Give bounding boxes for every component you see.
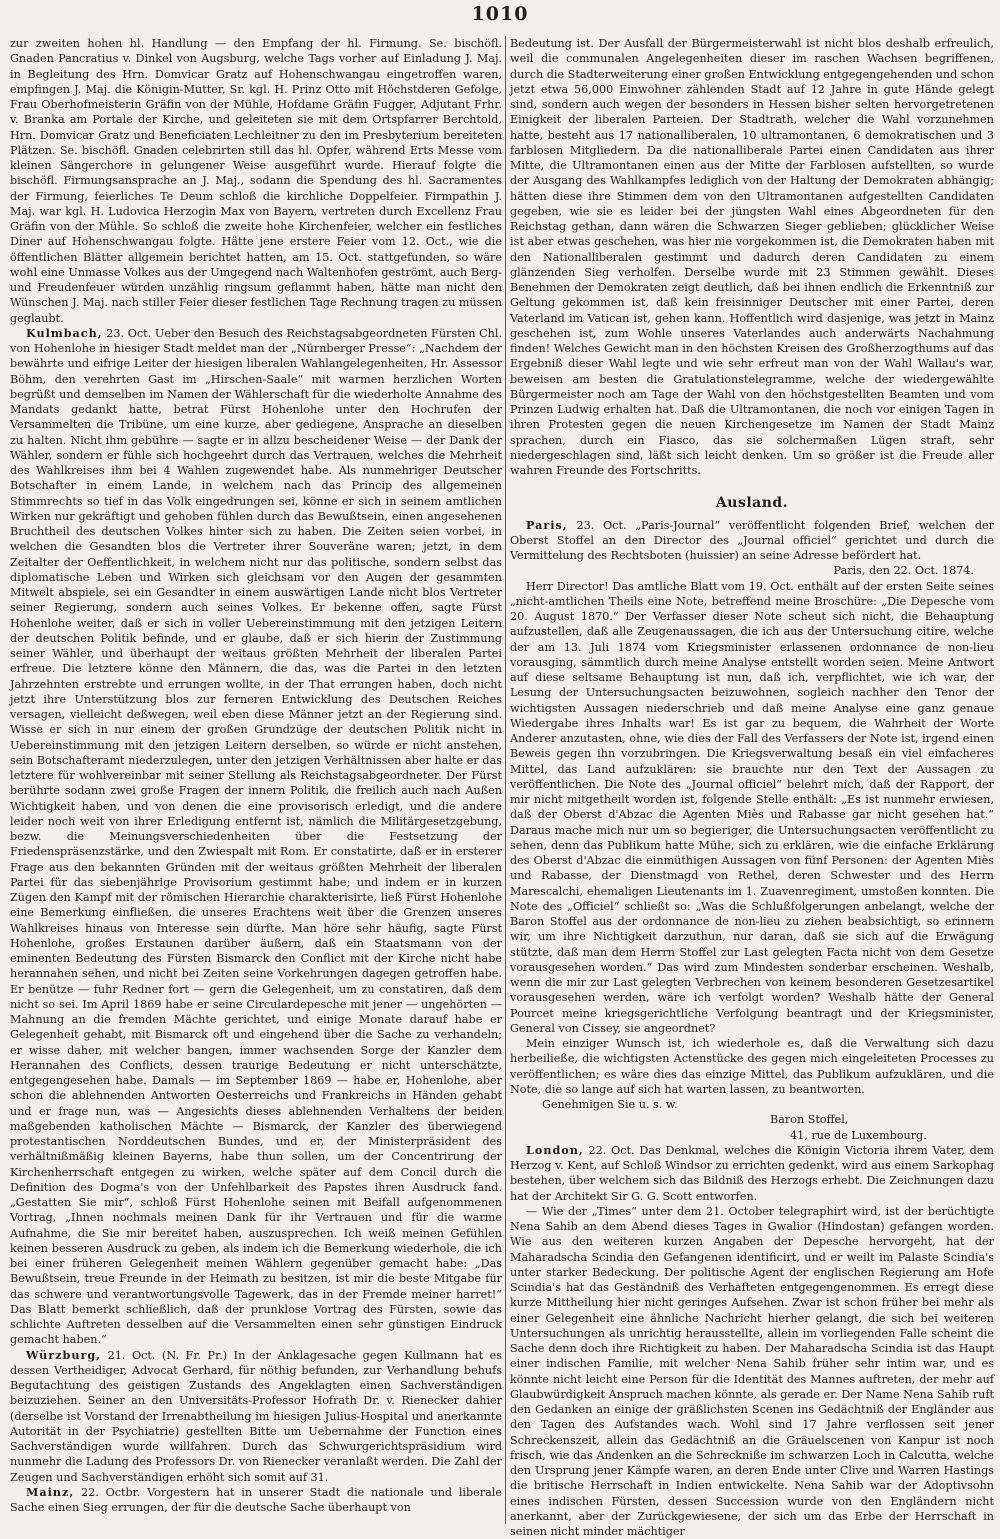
article-paris-body: 23. Oct. „Paris-Journal“ veröffentlicht folgenden Brief, welchen der Oberst Stoffel an den Director des „Journal officiel“ gerichtet und durch die Vermittelung des Rechtsboten (huissier) an seine Adresse befördert hat. <box>510 518 995 562</box>
letter-address: 41, rue de Luxembourg. <box>790 1128 927 1142</box>
letter-signature: Baron Stoffel, <box>770 1113 849 1127</box>
article-firmung-continued: zur zweiten hohen hl. Handlung — den Empfang der hl. Firmung. Se. bischöfl. Gnaden Pancratius v. Dinkel von Augsburg, welche Tags vorher auf Einladung J. Maj. in Begleitung des Hrn. Domvicar Gratz auf Hohenschwangau eingetroffen waren, empfingen J. Maj. die Königin-Mutter, Sr. kgl. H. Prinz Otto mit Höchstderen Gefolge, Frau Oberhofmeisterin Gräfin von der Mühle, Hofdame Gräfin Fugger, Adjutant Frhr. v. Branka am Portale der Kirche, und geleiteten sie mit dem Ortspfarrer Berchtold, Hrn. Domvicar Gratz und Beneficiaten Lechleitner zu den im Presbyterium bereiteten Plätzen. Se. bischöfl. Gnaden celebrirten still das hl. Opfer, während Erts Messe vom kleinen Sängerchore in gelungener Weise ausgeführt wurde. Hierauf folgte die bischöfl. Firmungsansprache an J. Maj., sodann die Spendung des hl. Sacramentes der Firmung, feierliches Te Deum schloß die kirchliche Doppelfeier. Firmpathin J. Maj. war kgl. H. Ludovica Herzogin Max von Bayern, vertreten durch Excellenz Frau Gräfin von der Mühle. So schloß die zweite hohe Kirchenfeier, welcher ein festliches Diner auf Hohenschwangau folgte. Hätte jene erstere Feier vom 12. Oct., wie die öffentlichen Blätter allgemein berichtet hatten, am 15. Oct. stattgefunden, so wäre wohl eine Unmasse Volkes aus der Umgegend nach Waltenhofen geströmt, auch Berg- und Freudenfeuer würden unzählig ringsum geflammt haben, hätte man nicht den Wünschen J. Maj. nach stiller Feier dieser festlichen Tage Rechnung tragen zu müssen geglaubt. <box>10 37 502 325</box>
article-wuerzburg <box>10 1348 502 1485</box>
article-paris <box>510 518 994 564</box>
left-column <box>10 36 502 1524</box>
dateline-kulmbach: Kulmbach, <box>26 325 103 340</box>
section-heading-ausland: Ausland. <box>715 495 789 512</box>
dateline-mainz: Mainz, <box>26 1484 75 1499</box>
letter-closing-paragraph: Mein einziger Wunsch ist, ich wiederhole es, daß die Verwaltung sich dazu herbeiließe, die wichtigsten Actenstücke des gegen mich eingeleiteten Processes zu veröffentlichen; es wäre dies das einzige Mittel, das Publikum aufzuklären, und die Note, die so lange auf sich hat warten lassen, zu beantworten. <box>510 1037 994 1096</box>
letter-body: Herr Director! Das amtliche Blatt vom 19. Oct. enthält auf der ersten Seite seines „nicht-amtlichen Theils eine Note, betreffend meine Broschüre: „Die Depesche vom 20. August 1870.“ Der Verfasser dieser Note scheut sich nicht, die Behauptung aufzustellen, daß alle Zeugenaussagen, die ich aus der Untersuchung citire, welche der am 13. Juli 1874 vom Kriegsminister erlassenen ordonnance de non-lieu vorausging, sämmtlich durch meine Analyse entstellt worden seien. Meine Antwort auf diese seltsame Behauptung ist nun, daß ich, verpflichtet, wie ich war, der Lesung der Untersuchungsacten beizuwohnen, sogleich nachher den Tenor der wichtigsten Aussagen niederschrieb und daß meine Analyse eine ganz genaue Wiedergabe ihres Inhalts war! Es ist gar zu bequem, die Wahrheit der Worte Anderer anzutasten, ohne, wie dies der Fall des Verfassers der Note ist, irgend einen Beweis gegen ihn vorzubringen. Die Kriegsverwaltung besaß ein viel einfacheres Mittel, das Land aufzuklären: sie brauchte nur den Text der Aussagen zu veröffentlichen. Die Note des „Journal officiel“ belehrt mich, daß der Rapport, der mir nicht mitgetheilt worden ist, folgende Stelle enthält: „Es ist nunmehr erwiesen, daß der Oberst d'Abzac die Agenten Miès und Rabasse gar nicht gesehen hat.“ Daraus mache mich nur um so begieriger, die Untersuchungsacten veröffentlicht zu sehen, denn das Publikum hatte Mühe, sich zu erklären, wie die einfache Erklärung des Oberst d'Abzac die einmüthigen Aussagen von fünf Personen: der Agenten Miès und Rabasse, der Dienstmagd von Rethel, deren Schwester und des Herrn Marescalchi, ehemaligen Lieutenants im 1. Zuavenregiment, umstoßen konnten. Die Note des „Officiel“ schließt so: „Was die Schlußfolgerungen anbelangt, welche der Baron Stoffel aus der ordonnance de non-lieu zu ziehen beabsichtigt, so erinnern wir, um ihre Nichtigkeit darzuthun, nur daran, daß sie sich auf die Erwägung stützte, daß man dem Herrn Stoffel zur Last gelegten Facta nicht von dem Gesetze vorausgesehen worden.“ Das wird zum Mindesten sonderbar erscheinen. Weshalb, wenn die mir zur Last gelegten Verbrechen von keinem besonderen Gesetzesartikel vorausgesehen werden, wäre ich verfolgt worden? Weshalb hätte der General Pourcet meine kriegsgerichtliche Verfolgung beantragt und der Kriegsminister, General von Cissey, sie angeordnet? <box>510 579 994 1035</box>
dateline-wuerzburg: Würzburg, <box>26 1347 102 1362</box>
article-mainz <box>10 1485 502 1516</box>
page-number: 1010 <box>471 3 529 25</box>
article-london <box>510 1143 994 1204</box>
right-column <box>510 36 995 1538</box>
article-london-body: 22. Oct. Das Denkmal, welches die Königin Victoria ihrem Vater, dem Herzog v. Kent, auf Schloß Windsor zu errichten gedenkt, wird aus einem Sarkophag bestehen, über welchem sich das Bildniß des Herzogs erhebt. Die Zeichnungen dazu hat der Architekt Sir G. G. Scott entworfen. <box>510 1143 995 1203</box>
article-nena-sahib: — Wie der „Times“ unter dem 21. October telegraphirt wird, ist der berüchtigte Nena Sahib an dem Abend dieses Tages in Gwalior (Hindostan) gefangen worden. Wie aus den weiteren kurzen Angaben der Depesche hervorgeht, hat der Maharadscha Scindia den Gefangenen identificirt, und er weilt im Palaste Scindia's unter starker Bedeckung. Der politische Agent der englischen Regierung am Hofe Scindia's hat das Geständniß des Verhafteten entgegengenommen. Es erregt diese kurze Mittheilung hier nicht geringes Aufsehen. Zwar ist schon früher bei mehr als einer Gelegenheit eine ähnliche Nachricht hierher gelangt, die sich bei weiteren Untersuchungen als unrichtig herausstellte, allein im vorliegenden Falle scheint die Sache denn doch ihre Richtigkeit zu haben. Der Maharadscha Scindia ist das Haupt einer indischen Familie, mit welcher Nena Sahib früher sehr intim war, und es könnte nicht leicht eine Person für die Identität des Mannes auftreten, der mehr auf Glaubwürdigkeit Anspruch machen könnte, als gerade er. Der Name Nena Sahib ruft den Gedanken an einige der gräßlichsten Scenen ins Gedächtniß der Engländer aus den Tagen des Aufstandes wach. Wohl sind 17 Jahre verflossen seit jener Schreckenszeit, allein das Gedächtniß an die Gräuelscenen von Kanpur ist noch frisch, wie das Andenken an die Schreckniße im schwarzen Loch in Calcutta, welche den Ursprung jener Kämpfe waren, an deren Ende unter Clive und Warren Hastings die britische Herrschaft in Indien entwickelte. Nena Sahib war der Adoptivsohn eines indischen Fürsten, dessen Succession wurde von den Engländern nicht anerkannt, aber der Zurückgewiesene, der sich um das Erbe der Herrschaft in seinen nicht minder mächtiger <box>510 1204 994 1538</box>
dateline-paris: Paris, <box>526 517 568 532</box>
dateline-london: London, <box>526 1142 584 1157</box>
article-mainz-continued: Bedeutung ist. Der Ausfall der Bürgermeisterwahl ist nicht blos deshalb erfreulich, weil die communalen Angelegenheiten dieser im raschen Wachsen begriffenen, durch die Stadterweiterung einer großen Entwicklung entgegengehenden und schon jetzt etwa 56,000 Einwohner zählenden Stadt auf 12 Jahre in gute Hände gelegt sind, sondern auch wegen der besonders in Hessen bisher selten hervorgetretenen Einigkeit der liberalen Parteien. Der Stadtrath, welcher die Wahl vorzunehmen hatte, besteht aus 17 nationalliberalen, 10 ultramontanen, 6 demokratischen und 3 farblosen Mitgliedern. Da die nationalliberale Partei einen Candidaten aus ihrer Mitte, die Ultramontanen einen aus der Mitte der Farblosen aufstellten, so wurde der Ausgang des Wahlkampfes lediglich von der Haltung der Demokraten abhängig; hätten diese ihre Stimmen dem von den Ultramontanen aufgestellten Candidaten gegeben, wie sie es leider bei der jüngsten Wahl eines Abgeordneten für den Reichstag gethan, dann wären die Schwarzen Sieger geblieben; glücklicher Weise ist aber etwas geschehen, was hier nie vorgekommen ist, die Demokraten haben mit den Nationalliberalen gestimmt und dadurch deren Candidaten zu einem glänzenden Sieg verholfen. Derselbe wurde mit 23 Stimmen gewählt. Dieses Benehmen der Demokraten zeigt deutlich, daß bei ihnen endlich die Erkenntniß zur Geltung gekommen ist, daß kein freisinniger Deutscher mit einer Partei, deren Vaterland im Vatican ist, gehen kann. Hoffentlich wird dasjenige, was jetzt in Mainz geschehen ist, zum Wohle unseres Vaterlandes auch anderwärts Nachahmung finden! Welches Gewicht man in den höchsten Kreisen des Großherzogthums auf das Ergebniß dieser Wahl legte und wie sehr erfreut man von der Wahl Wallau's war, beweisen am besten die Gratulationstelegramme, welche der wiedergewählte Bürgermeister noch am Tage der Wahl von den höchstgestellten Beamten und vom Prinzen Ludwig erhalten hat. Daß die Ultramontanen, die noch vor einigen Tagen in ihren Protesten gegen die neuen Kirchengesetze im Namen der Stadt Mainz sprachen, durch ein Fiasco, das sie solchermaßen Lügen straft, sehr niedergeschlagen sind, läßt sich leicht denken. Um so größer ist die Freude aller wahren Freunde des Fortschritts. <box>510 37 995 477</box>
article-wuerzburg-body: 21. Oct. (N. Fr. Pr.) In der Anklagesache gegen Kullmann hat es dessen Vertheidiger, Advocat Gerhard, für nöthig befunden, zur Verhandlung behufs Begutachtung des geistigen Zustands des Angeklagten einen Sachverständigen beizuziehen. Seiner an den Universitäts-Professor Hofrath Dr. v. Rienecker dahier (derselbe ist Vorstand der Irrenabtheilung im hiesigen Julius-Hospital und anerkannte Autorität in der Psychiatrie) gestellten Bitte um Uebernahme der Function eines Sachverständigen wurde willfahren. Durch das Schwurgerichtspräsidium wird nunmehr die Ladung des Professors Dr. von Rienecker veranlaßt werden. Die Zahl der Zeugen und Sachverständigen erhöht sich somit auf 31. <box>10 1348 502 1484</box>
article-mainz-body: 22. Octbr. Vorgestern hat in unserer Stadt die nationale und liberale Sache einen Sieg errungen, der für die deutsche Sache überhaupt von <box>10 1485 503 1514</box>
column-divider <box>505 36 506 1524</box>
article-kulmbach <box>10 326 502 1348</box>
letter-closing: Genehmigen Sie u. s. w. <box>542 1098 678 1111</box>
letter-date: Paris, den 22. Oct. 1874. <box>833 564 974 578</box>
article-kulmbach-body: 23. Oct. Ueber den Besuch des Reichstagsabgeordneten Fürsten Chl. von Hohenlohe in hiesiger Stadt meldet man der „Nürnberger Presse“: „Nachdem der bewährte und eifrige Leiter der hiesigen liberalen Wahlangelegenheiten, Hr. Assessor Böhm, den verehrten Gast im „Hirschen-Saale“ mit warmen herzlichen Worten begrüßt und demselben im Namen der Wählerschaft für die wiederholte Annahme des Mandats gedankt hatte, betrat Fürst Hohenlohe unter den Hochrufen der Versammelten die Tribüne, um eine kurze, aber gediegene, Ansprache an dieselben zu halten. Nicht ihm gebühre — sagte er in allzu bescheidener Weise — der Dank der Wähler, sondern er fühle sich hochgeehrt durch das Vertrauen, welches die Mehrheit des Wahlkreises ihm bei 4 Wahlen zugewendet habe. Als nunmehriger Deutscher Botschafter in einem Lande, in welchem nach das Princip des allgemeinen Stimmrechts so tief in das Volk eingedrungen sei, könne er sich in seinem amtlichen Wirken nur gekräftigt und gehoben fühlen durch das Bewußtsein, einen angesehenen Bruchtheil des deutschen Volkes hinter sich zu haben. Die Zeiten seien vorbei, in welchen die Gesandten blos die Vertreter ihrer Souveräne waren; jetzt, in dem Zeitalter der Oeffentlichkeit, in welchem nicht nur das politische, sondern selbst das diplomatische Leben und Wirken sich gleichsam vor den Augen der gesammten Mitwelt abspiele, sei ein Gesandter in einem auswärtigen Lande nicht blos Vertreter seiner Regierung, sondern auch seines Volkes. Er bekenne offen, sagte Fürst Hohenlohe weiter, daß er sich in voller Uebereinstimmung mit den jetzigen Leitern der deutschen Politik befinde, und er glaube, daß er sich hierin der Zustimmung seiner Wähler, und überhaupt der weitaus größten Mehrheit der liberalen Partei erfreue. Die letztere könne den Männern, die das, was die Partei in den letzten Jahrzehnten erstrebte und errungen wollte, in der That errungen haben, doch nicht jetzt ihre Unterstützung blos zur ferneren Entwicklung des Deutschen Reiches versagen, vielleicht deßwegen, weil eben diese Männer jetzt an der Regierung sind. Wisse er sich in nur einem der großen Grundzüge der deutschen Politik nicht in Uebereinstimmung mit den jetzigen Leitern derselben, so würde er nicht anstehen, sein Botschafteramt niederzulegen, unter den jetzigen Verhältnissen aber halte er das letztere für wohlvereinbar mit seiner Stellung als Reichstagsabgeordneter. Der Fürst berührte sodann zwei große Fragen der innern Politik, die freilich auch nach Außen Wichtigkeit haben, und von denen die eine provisorisch erledigt, und die andere leider noch weit von ihrer Erledigung entfernt ist, nämlich die Militärgesetzgebung, bezw. die Meinungsverschiedenheiten über die Festsetzung der Friedenspräsenzstärke, und den Zwiespalt mit Rom. Er constatirte, daß er in ersterer Frage aus den bekannten Gründen mit der weitaus größten Mehrheit der liberalen Partei für das siebenjährige Provisorium gestimmt habe; und indem er in kurzen Zügen den Kampf mit der römischen Hierarchie charakterisirte, ließ Fürst Hohenlohe eine Bemerkung einfließen, die unseres Erachtens weit über die Grenzen unseres Wahlkreises hinaus von Interesse sein dürfte. Man höre sehr häufig, sagte Fürst Hohenlohe, großes Erstaunen darüber äußern, daß ein Staatsmann von der eminenten Bedeutung des Fürsten Bismarck den Conflict mit der Kirche nicht habe herannahen sehen, und nicht bei Zeiten seine Vorkehrungen dagegen getroffen habe. Er benütze — fuhr Redner fort — gern die Gelegenheit, um zu constatiren, daß dem nicht so sei. Im April 1869 habe er seine Circulardepesche mit jener — ungehörten — Mahnung an die fremden Mächte gerichtet, und einige Monate darauf habe er Gelegenheit gehabt, mit Bismarck oft und eingehend über die Sache zu verhandeln; er wisse daher, mit welcher bangen, immer wachsenden Sorge der Kanzler dem Herannahen des Conflicts, dessen traurige Bedeutung er nicht unterschätzte, entgegengesehen habe. Damals — im September 1869 — habe er, Hohenlohe, aber schon die ablehnenden Antworten Oesterreichs und Frankreichs in Händen gehabt und er frage nun, was — Angesichts dieses ablehnenden Verhaltens der beiden maßgebenden katholischen Mächte — Bismarck, der Kanzler des überwiegend protestantischen Norddeutschen Bundes, und er, der Ministerpräsident des verhältnißmäßig kleinen Bayerns, habe thun sollen, um der Concentrirung der Kirchenherrschaft entgegen zu wirken, welche später auf dem Concil durch die Definition des Dogma's von der Unfehlbarkeit des Papstes ihren Ausdruck fand. „Gestatten Sie mir“, schloß Fürst Hohenlohe seinen mit Beifall aufgenommenen Vortrag, „Ihnen nochmals meinen Dank für ihr Vertrauen und für die warme Aufnahme, die Sie mir bereitet haben, auszusprechen. Ich weiß meinen Gefühlen keinen besseren Ausdruck zu geben, als indem ich die Bemerkung wiederhole, die ich bei einer früheren Gelegenheit meinen Wählern gegenüber gemacht habe: „Das Bewußtsein, treue Freunde in der Heimath zu besitzen, ist mir die beste Mitgabe für das schwere und verantwortungsvolle Tagewerk, das in der Fremde meiner harret!“ Das Blatt bemerkt schließlich, daß der prunklose Vortrag des Fürsten, sowie das schlichte Auftreten desselben auf die Versammelten einen sehr günstigen Eindruck gemacht haben.“ <box>10 326 502 1347</box>
